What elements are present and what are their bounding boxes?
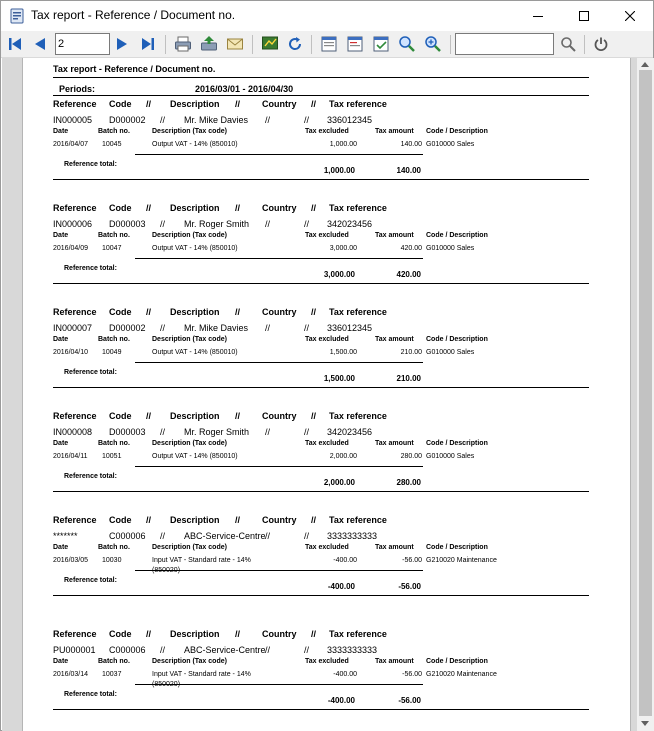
- value-separator: //: [160, 531, 166, 541]
- code-value: C000006: [109, 531, 146, 541]
- row-date: 2016/04/07: [53, 141, 89, 148]
- header-separator: //: [235, 99, 241, 109]
- description-value: Mr. Roger Smith: [184, 219, 250, 229]
- email-icon: [226, 35, 244, 53]
- toolbar-separator: [165, 35, 166, 54]
- header-separator: //: [146, 99, 152, 109]
- print-button[interactable]: [172, 33, 194, 55]
- row-description: Output VAT - 14% (850010): [152, 349, 238, 356]
- row-code-description: G010000 Sales: [426, 453, 475, 460]
- code-value: D000003: [109, 427, 146, 437]
- export-icon: [200, 35, 218, 53]
- header-code: Code: [109, 411, 132, 421]
- header-separator: //: [235, 203, 241, 213]
- value-separator: //: [265, 115, 271, 125]
- last-page-icon: [141, 37, 155, 51]
- reference-total-amount: -56.00: [398, 696, 421, 705]
- header-separator: //: [235, 515, 241, 525]
- row-tax-amount: 210.00: [400, 349, 422, 356]
- header-code: Code: [109, 629, 132, 639]
- header-country: Country: [262, 307, 297, 317]
- row-tax-excluded: 3,000.00: [329, 245, 357, 252]
- header-code: Code: [109, 307, 132, 317]
- header-reference: Reference: [53, 307, 97, 317]
- header-reference: Reference: [53, 99, 97, 109]
- tax-reference-value: 336012345: [327, 115, 373, 125]
- reference-value: IN000006: [53, 219, 93, 229]
- toolbar-separator: [584, 35, 585, 54]
- row-description: Output VAT - 14% (850010): [152, 141, 238, 148]
- row-date: 2016/04/11: [53, 453, 88, 460]
- row-tax-amount: -56.00: [402, 557, 422, 564]
- row-date: 2016/03/14: [53, 671, 89, 678]
- zoom-in-icon: [424, 35, 442, 53]
- reference-total-amount: 420.00: [396, 270, 421, 279]
- reference-total-label: Reference total:: [64, 369, 117, 376]
- close-button[interactable]: [607, 1, 653, 31]
- column-tax-amount: Tax amount: [375, 232, 414, 239]
- reference-total-amount: 210.00: [396, 374, 421, 383]
- header-tax-reference: Tax reference: [329, 411, 387, 421]
- row-code-description: G210020 Maintenance: [426, 557, 497, 564]
- row-tax-excluded: 2,000.00: [329, 453, 357, 460]
- header-tax-reference: Tax reference: [329, 515, 387, 525]
- printer-icon: [174, 35, 192, 53]
- row-tax-amount: 280.00: [400, 453, 422, 460]
- value-separator: //: [160, 219, 166, 229]
- column-code-description: Code / Description: [426, 128, 488, 135]
- scroll-thumb[interactable]: [639, 70, 652, 716]
- periods-label: Periods:: [59, 84, 96, 94]
- tax-reference-value: 3333333333: [327, 645, 378, 655]
- value-separator: //: [304, 645, 310, 655]
- row-description: Output VAT - 14% (850010): [152, 453, 238, 460]
- tax-reference-value: 342023456: [327, 427, 373, 437]
- value-separator: //: [265, 323, 271, 333]
- scroll-down-icon[interactable]: [641, 721, 649, 726]
- reference-value: IN000007: [53, 323, 93, 333]
- report-title: Tax report - Reference / Document no.: [53, 64, 216, 74]
- title-bar: [1, 1, 653, 31]
- divider: [53, 95, 589, 96]
- header-tax-reference: Tax reference: [329, 99, 387, 109]
- refresh-button[interactable]: [284, 33, 306, 55]
- header-tax-reference: Tax reference: [329, 203, 387, 213]
- header-reference: Reference: [53, 515, 97, 525]
- column-date: Date: [53, 544, 69, 551]
- app-icon: [9, 8, 25, 24]
- value-separator: //: [304, 427, 310, 437]
- search-button[interactable]: [557, 33, 579, 55]
- zoom-icon: [398, 35, 416, 53]
- code-value: D000002: [109, 115, 146, 125]
- column-batch-no: Batch no.: [98, 336, 130, 343]
- column-date: Date: [53, 440, 69, 447]
- window-title: Tax report - Reference / Document no.: [31, 8, 236, 22]
- header-separator: //: [311, 307, 317, 317]
- page-number-input[interactable]: [55, 33, 110, 55]
- reference-total-excluded: 3,000.00: [323, 270, 355, 279]
- row-tax-amount: 420.00: [400, 245, 422, 252]
- header-code: Code: [109, 99, 132, 109]
- row-batch-no: 10047: [102, 245, 122, 252]
- column-tax-excluded: Tax excluded: [305, 232, 349, 239]
- header-description: Description: [170, 515, 220, 525]
- header-separator: //: [311, 203, 317, 213]
- value-separator: //: [160, 115, 166, 125]
- header-separator: //: [311, 515, 317, 525]
- scroll-up-icon[interactable]: [641, 62, 649, 67]
- column-tax-excluded: Tax excluded: [305, 128, 349, 135]
- row-batch-no: 10030: [102, 557, 122, 564]
- reference-total-amount: 140.00: [396, 166, 421, 175]
- row-tax-amount: -56.00: [402, 671, 422, 678]
- vertical-scrollbar[interactable]: [637, 58, 654, 731]
- header-description: Description: [170, 203, 220, 213]
- row-code-description: G210020 Maintenance: [426, 671, 497, 678]
- code-value: D000002: [109, 323, 146, 333]
- close-icon: [625, 11, 635, 21]
- header-country: Country: [262, 411, 297, 421]
- report-page: [22, 58, 631, 731]
- value-separator: //: [304, 219, 310, 229]
- row-tax-excluded: 1,500.00: [329, 349, 357, 356]
- reference-value: *******: [53, 531, 78, 541]
- column-tax-amount: Tax amount: [375, 440, 414, 447]
- description-value: ABC-Service-Centre: [184, 645, 266, 655]
- tax-reference-value: 342023456: [327, 219, 373, 229]
- divider: [53, 77, 589, 78]
- header-tax-reference: Tax reference: [329, 307, 387, 317]
- value-separator: //: [160, 323, 166, 333]
- total-divider: [135, 258, 423, 259]
- row-date: 2016/03/05: [53, 557, 89, 564]
- first-page-button[interactable]: [4, 33, 26, 55]
- zoom-in-button[interactable]: [422, 33, 444, 55]
- row-tax-excluded: 1,000.00: [329, 141, 357, 148]
- column-description-tax-code: Description (Tax code): [152, 232, 227, 239]
- header-country: Country: [262, 515, 297, 525]
- column-code-description: Code / Description: [426, 440, 488, 447]
- minimize-button[interactable]: [515, 1, 561, 31]
- value-separator: //: [265, 427, 271, 437]
- page-header-button[interactable]: [344, 33, 366, 55]
- column-tax-excluded: Tax excluded: [305, 658, 349, 665]
- reference-value: IN000005: [53, 115, 93, 125]
- value-separator: //: [160, 645, 166, 655]
- previous-page-button[interactable]: [29, 33, 51, 55]
- column-date: Date: [53, 232, 69, 239]
- periods-value: 2016/03/01 - 2016/04/30: [195, 84, 294, 94]
- toolbar-separator: [450, 35, 451, 54]
- column-tax-amount: Tax amount: [375, 658, 414, 665]
- column-code-description: Code / Description: [426, 658, 488, 665]
- row-tax-excluded: -400.00: [333, 671, 357, 678]
- header-separator: //: [146, 629, 152, 639]
- row-description: Input VAT - Standard rate - 14%: [152, 557, 251, 564]
- column-tax-amount: Tax amount: [375, 544, 414, 551]
- header-description: Description: [170, 629, 220, 639]
- toolbar-separator: [311, 35, 312, 54]
- header-tax-reference: Tax reference: [329, 629, 387, 639]
- header-reference: Reference: [53, 629, 97, 639]
- header-reference: Reference: [53, 411, 97, 421]
- column-description-tax-code: Description (Tax code): [152, 440, 227, 447]
- column-tax-excluded: Tax excluded: [305, 440, 349, 447]
- header-country: Country: [262, 203, 297, 213]
- export-button[interactable]: [198, 33, 220, 55]
- value-separator: //: [304, 115, 310, 125]
- total-divider: [135, 684, 423, 685]
- header-country: Country: [262, 629, 297, 639]
- maximize-icon: [579, 11, 589, 21]
- header-reference: Reference: [53, 203, 97, 213]
- total-divider: [135, 362, 423, 363]
- row-code-description: G010000 Sales: [426, 141, 475, 148]
- total-divider: [135, 570, 423, 571]
- header-separator: //: [311, 629, 317, 639]
- row-description: Input VAT - Standard rate - 14%: [152, 671, 251, 678]
- next-page-icon: [115, 37, 129, 51]
- toolbar-separator: [252, 35, 253, 54]
- reference-value: IN000008: [53, 427, 93, 437]
- page-check-button[interactable]: [370, 33, 392, 55]
- reference-total-label: Reference total:: [64, 161, 117, 168]
- page-setup-button[interactable]: [318, 33, 340, 55]
- block-divider: [53, 179, 589, 180]
- value-separator: //: [265, 531, 271, 541]
- header-separator: //: [235, 307, 241, 317]
- header-layout-icon: [346, 35, 364, 53]
- row-code-description: G010000 Sales: [426, 245, 475, 252]
- value-separator: //: [304, 323, 310, 333]
- previous-page-icon: [33, 37, 47, 51]
- power-icon: [593, 36, 609, 52]
- column-tax-amount: Tax amount: [375, 336, 414, 343]
- block-divider: [53, 491, 589, 492]
- row-batch-no: 10045: [102, 141, 122, 148]
- header-separator: //: [235, 629, 241, 639]
- toolbar: [1, 31, 653, 58]
- value-separator: //: [265, 645, 271, 655]
- last-page-button[interactable]: [137, 33, 159, 55]
- reference-total-amount: -56.00: [398, 582, 421, 591]
- tax-reference-value: 336012345: [327, 323, 373, 333]
- column-tax-excluded: Tax excluded: [305, 336, 349, 343]
- settings-button[interactable]: [259, 33, 281, 55]
- checked-layout-icon: [372, 35, 390, 53]
- row-description: Output VAT - 14% (850010): [152, 245, 238, 252]
- settings-icon: [261, 35, 279, 53]
- block-divider: [53, 283, 589, 284]
- first-page-icon: [8, 37, 22, 51]
- column-description-tax-code: Description (Tax code): [152, 128, 227, 135]
- reference-block: [23, 99, 632, 203]
- column-date: Date: [53, 128, 69, 135]
- column-code-description: Code / Description: [426, 336, 488, 343]
- column-date: Date: [53, 658, 69, 665]
- reference-total-excluded: 2,000.00: [323, 478, 355, 487]
- minimize-icon: [533, 11, 543, 21]
- header-separator: //: [146, 203, 152, 213]
- reference-block: [23, 629, 632, 731]
- column-description-tax-code: Description (Tax code): [152, 658, 227, 665]
- refresh-icon: [287, 36, 303, 52]
- column-description-tax-code: Description (Tax code): [152, 544, 227, 551]
- exit-button[interactable]: [590, 33, 612, 55]
- column-batch-no: Batch no.: [98, 128, 130, 135]
- row-batch-no: 10049: [102, 349, 122, 356]
- total-divider: [135, 154, 423, 155]
- reference-block: [23, 515, 632, 619]
- header-separator: //: [146, 307, 152, 317]
- header-separator: //: [235, 411, 241, 421]
- row-code-description: G010000 Sales: [426, 349, 475, 356]
- reference-block: [23, 411, 632, 515]
- column-tax-amount: Tax amount: [375, 128, 414, 135]
- column-batch-no: Batch no.: [98, 440, 130, 447]
- column-batch-no: Batch no.: [98, 544, 130, 551]
- block-divider: [53, 709, 589, 710]
- description-value: Mr. Mike Davies: [184, 115, 249, 125]
- header-separator: //: [146, 411, 152, 421]
- reference-total-excluded: -400.00: [327, 696, 355, 705]
- column-tax-excluded: Tax excluded: [305, 544, 349, 551]
- reference-total-label: Reference total:: [64, 577, 117, 584]
- reference-total-label: Reference total:: [64, 473, 117, 480]
- row-tax-excluded: -400.00: [333, 557, 357, 564]
- column-code-description: Code / Description: [426, 232, 488, 239]
- search-input[interactable]: [455, 33, 554, 55]
- column-description-tax-code: Description (Tax code): [152, 336, 227, 343]
- reference-value: PU000001: [53, 645, 96, 655]
- header-separator: //: [311, 411, 317, 421]
- reference-total-label: Reference total:: [64, 691, 117, 698]
- column-code-description: Code / Description: [426, 544, 488, 551]
- reference-block: [23, 203, 632, 307]
- code-value: C000006: [109, 645, 146, 655]
- column-batch-no: Batch no.: [98, 658, 130, 665]
- block-divider: [53, 387, 589, 388]
- tax-reference-value: 3333333333: [327, 531, 378, 541]
- header-code: Code: [109, 203, 132, 213]
- row-tax-amount: 140.00: [400, 141, 422, 148]
- value-separator: //: [160, 427, 166, 437]
- email-button[interactable]: [224, 33, 246, 55]
- header-description: Description: [170, 307, 220, 317]
- search-icon: [560, 36, 576, 52]
- next-page-button[interactable]: [111, 33, 133, 55]
- zoom-button[interactable]: [396, 33, 418, 55]
- reference-total-excluded: 1,500.00: [323, 374, 355, 383]
- header-country: Country: [262, 99, 297, 109]
- header-description: Description: [170, 411, 220, 421]
- header-separator: //: [146, 515, 152, 525]
- header-separator: //: [311, 99, 317, 109]
- total-divider: [135, 466, 423, 467]
- description-value: Mr. Mike Davies: [184, 323, 249, 333]
- column-date: Date: [53, 336, 69, 343]
- reference-total-excluded: 1,000.00: [323, 166, 355, 175]
- value-separator: //: [265, 219, 271, 229]
- description-value: ABC-Service-Centre: [184, 531, 266, 541]
- header-description: Description: [170, 99, 220, 109]
- report-viewport: [2, 58, 654, 731]
- reference-total-excluded: -400.00: [327, 582, 355, 591]
- reference-total-label: Reference total:: [64, 265, 117, 272]
- description-value: Mr. Roger Smith: [184, 427, 250, 437]
- reference-total-amount: 280.00: [396, 478, 421, 487]
- maximize-button[interactable]: [561, 1, 607, 31]
- value-separator: //: [304, 531, 310, 541]
- block-divider: [53, 595, 589, 596]
- reference-block: [23, 307, 632, 411]
- row-date: 2016/04/10: [53, 349, 89, 356]
- code-value: D000003: [109, 219, 146, 229]
- header-code: Code: [109, 515, 132, 525]
- row-date: 2016/04/09: [53, 245, 89, 252]
- row-batch-no: 10051: [102, 453, 122, 460]
- row-batch-no: 10037: [102, 671, 122, 678]
- column-batch-no: Batch no.: [98, 232, 130, 239]
- page-layout-icon: [320, 35, 338, 53]
